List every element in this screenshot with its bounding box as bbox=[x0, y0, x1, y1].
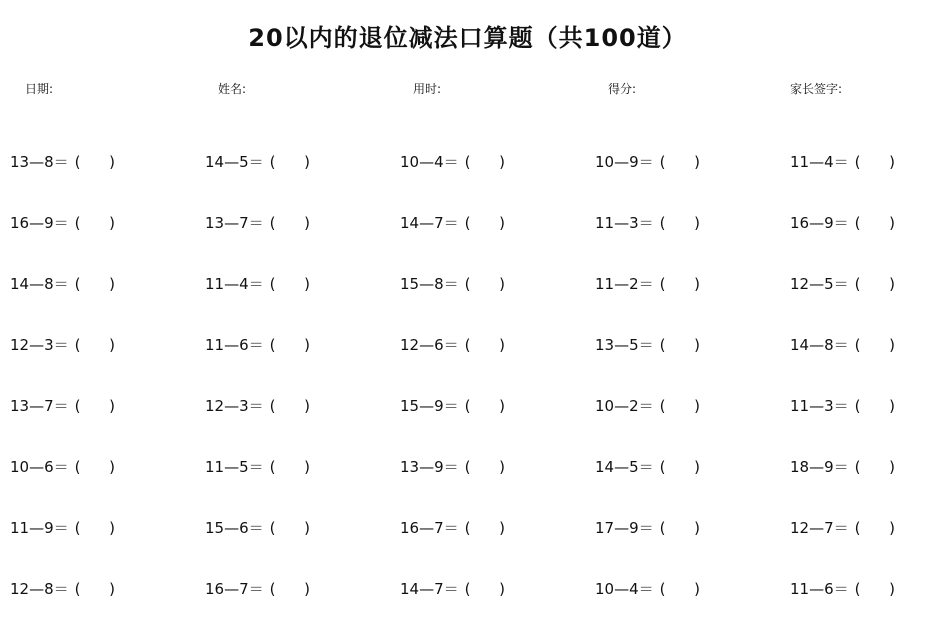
problem-expression: 12—5＝ bbox=[790, 275, 849, 293]
problem-expression: 14—5＝ bbox=[595, 458, 654, 476]
subtraction-problem bbox=[400, 273, 505, 294]
answer-blank: ( ) bbox=[854, 153, 895, 171]
subtraction-problem bbox=[790, 273, 895, 294]
problem-expression: 14—5＝ bbox=[205, 153, 264, 171]
parent-signature-label: 家长签字: bbox=[790, 82, 843, 96]
problem-expression: 15—9＝ bbox=[400, 397, 459, 415]
problem-row bbox=[0, 334, 935, 358]
problem-expression: 10—4＝ bbox=[595, 580, 654, 598]
subtraction-problem bbox=[205, 273, 310, 294]
subtraction-problem bbox=[205, 395, 310, 416]
subtraction-problem bbox=[205, 334, 310, 355]
problem-row bbox=[0, 456, 935, 480]
answer-blank: ( ) bbox=[659, 214, 700, 232]
problem-expression: 12—3＝ bbox=[205, 397, 264, 415]
problem-expression: 16—7＝ bbox=[205, 580, 264, 598]
problem-expression: 10—4＝ bbox=[400, 153, 459, 171]
subtraction-problem bbox=[790, 517, 895, 538]
subtraction-problem bbox=[790, 151, 895, 172]
answer-blank: ( ) bbox=[854, 519, 895, 537]
answer-blank: ( ) bbox=[269, 519, 310, 537]
answer-blank: ( ) bbox=[269, 275, 310, 293]
problem-expression: 10—9＝ bbox=[595, 153, 654, 171]
subtraction-problem bbox=[400, 334, 505, 355]
subtraction-problem bbox=[595, 212, 700, 233]
answer-blank: ( ) bbox=[269, 397, 310, 415]
answer-blank: ( ) bbox=[464, 336, 505, 354]
subtraction-problem bbox=[400, 395, 505, 416]
problem-expression: 13—7＝ bbox=[205, 214, 264, 232]
subtraction-problem bbox=[400, 517, 505, 538]
answer-blank: ( ) bbox=[74, 275, 115, 293]
answer-blank: ( ) bbox=[464, 458, 505, 476]
subtraction-problem bbox=[595, 273, 700, 294]
score-label: 得分: bbox=[608, 82, 637, 96]
answer-blank: ( ) bbox=[464, 153, 505, 171]
subtraction-problem bbox=[10, 151, 115, 172]
subtraction-problem bbox=[205, 517, 310, 538]
worksheet-title: 20以内的退位减法口算题（共100道） bbox=[248, 24, 687, 52]
problem-expression: 13—9＝ bbox=[400, 458, 459, 476]
problem-expression: 12—6＝ bbox=[400, 336, 459, 354]
problem-row bbox=[0, 151, 935, 175]
answer-blank: ( ) bbox=[74, 519, 115, 537]
subtraction-problem bbox=[205, 456, 310, 477]
date-label: 日期: bbox=[25, 82, 54, 96]
problem-row bbox=[0, 517, 935, 541]
problem-expression: 11—6＝ bbox=[205, 336, 264, 354]
answer-blank: ( ) bbox=[269, 153, 310, 171]
subtraction-problem bbox=[10, 273, 115, 294]
answer-blank: ( ) bbox=[854, 275, 895, 293]
subtraction-problem bbox=[790, 395, 895, 416]
problem-expression: 11—9＝ bbox=[10, 519, 69, 537]
subtraction-problem bbox=[400, 456, 505, 477]
answer-blank: ( ) bbox=[269, 458, 310, 476]
answer-blank: ( ) bbox=[659, 336, 700, 354]
answer-blank: ( ) bbox=[74, 458, 115, 476]
problem-expression: 11—3＝ bbox=[595, 214, 654, 232]
problem-expression: 11—2＝ bbox=[595, 275, 654, 293]
answer-blank: ( ) bbox=[74, 214, 115, 232]
name-label: 姓名: bbox=[218, 82, 247, 96]
problem-expression: 12—7＝ bbox=[790, 519, 849, 537]
subtraction-problem bbox=[595, 517, 700, 538]
problem-row bbox=[0, 578, 935, 602]
answer-blank: ( ) bbox=[464, 519, 505, 537]
problem-expression: 13—5＝ bbox=[595, 336, 654, 354]
header-fields bbox=[0, 80, 935, 100]
subtraction-problem bbox=[10, 212, 115, 233]
subtraction-problem bbox=[595, 151, 700, 172]
answer-blank: ( ) bbox=[854, 397, 895, 415]
problem-expression: 11—4＝ bbox=[790, 153, 849, 171]
problem-expression: 14—7＝ bbox=[400, 580, 459, 598]
problem-expression: 16—9＝ bbox=[790, 214, 849, 232]
answer-blank: ( ) bbox=[269, 336, 310, 354]
answer-blank: ( ) bbox=[854, 336, 895, 354]
subtraction-problem bbox=[595, 334, 700, 355]
subtraction-problem bbox=[790, 212, 895, 233]
subtraction-problem bbox=[790, 578, 895, 599]
subtraction-problem bbox=[400, 151, 505, 172]
subtraction-problem bbox=[10, 334, 115, 355]
answer-blank: ( ) bbox=[659, 153, 700, 171]
problem-expression: 14—7＝ bbox=[400, 214, 459, 232]
answer-blank: ( ) bbox=[854, 580, 895, 598]
answer-blank: ( ) bbox=[854, 458, 895, 476]
answer-blank: ( ) bbox=[659, 275, 700, 293]
answer-blank: ( ) bbox=[74, 336, 115, 354]
problem-expression: 12—8＝ bbox=[10, 580, 69, 598]
subtraction-problem bbox=[10, 395, 115, 416]
problem-expression: 12—3＝ bbox=[10, 336, 69, 354]
answer-blank: ( ) bbox=[464, 397, 505, 415]
answer-blank: ( ) bbox=[269, 214, 310, 232]
answer-blank: ( ) bbox=[659, 580, 700, 598]
problem-expression: 14—8＝ bbox=[10, 275, 69, 293]
subtraction-problem bbox=[595, 395, 700, 416]
answer-blank: ( ) bbox=[74, 580, 115, 598]
problem-expression: 11—3＝ bbox=[790, 397, 849, 415]
subtraction-problem bbox=[400, 212, 505, 233]
problem-expression: 11—6＝ bbox=[790, 580, 849, 598]
subtraction-problem bbox=[10, 456, 115, 477]
problem-row bbox=[0, 212, 935, 236]
problem-expression: 10—6＝ bbox=[10, 458, 69, 476]
answer-blank: ( ) bbox=[659, 458, 700, 476]
subtraction-problem bbox=[595, 456, 700, 477]
answer-blank: ( ) bbox=[659, 519, 700, 537]
subtraction-problem bbox=[205, 212, 310, 233]
subtraction-problem bbox=[205, 578, 310, 599]
subtraction-problem bbox=[790, 334, 895, 355]
problem-expression: 13—7＝ bbox=[10, 397, 69, 415]
answer-blank: ( ) bbox=[854, 214, 895, 232]
problem-expression: 10—2＝ bbox=[595, 397, 654, 415]
problem-expression: 11—5＝ bbox=[205, 458, 264, 476]
answer-blank: ( ) bbox=[74, 153, 115, 171]
subtraction-problem bbox=[790, 456, 895, 477]
subtraction-problem bbox=[400, 578, 505, 599]
problem-expression: 16—9＝ bbox=[10, 214, 69, 232]
problem-expression: 17—9＝ bbox=[595, 519, 654, 537]
subtraction-problem bbox=[205, 151, 310, 172]
time-used-label: 用时: bbox=[413, 82, 442, 96]
subtraction-problem bbox=[595, 578, 700, 599]
problem-expression: 15—8＝ bbox=[400, 275, 459, 293]
answer-blank: ( ) bbox=[464, 275, 505, 293]
problem-expression: 15—6＝ bbox=[205, 519, 264, 537]
problem-expression: 13—8＝ bbox=[10, 153, 69, 171]
subtraction-problem bbox=[10, 578, 115, 599]
answer-blank: ( ) bbox=[464, 580, 505, 598]
answer-blank: ( ) bbox=[269, 580, 310, 598]
problem-expression: 18—9＝ bbox=[790, 458, 849, 476]
subtraction-problem bbox=[10, 517, 115, 538]
answer-blank: ( ) bbox=[464, 214, 505, 232]
problem-expression: 11—4＝ bbox=[205, 275, 264, 293]
answer-blank: ( ) bbox=[659, 397, 700, 415]
answer-blank: ( ) bbox=[74, 397, 115, 415]
problem-expression: 16—7＝ bbox=[400, 519, 459, 537]
problem-expression: 14—8＝ bbox=[790, 336, 849, 354]
problem-row bbox=[0, 273, 935, 297]
problem-row bbox=[0, 395, 935, 419]
